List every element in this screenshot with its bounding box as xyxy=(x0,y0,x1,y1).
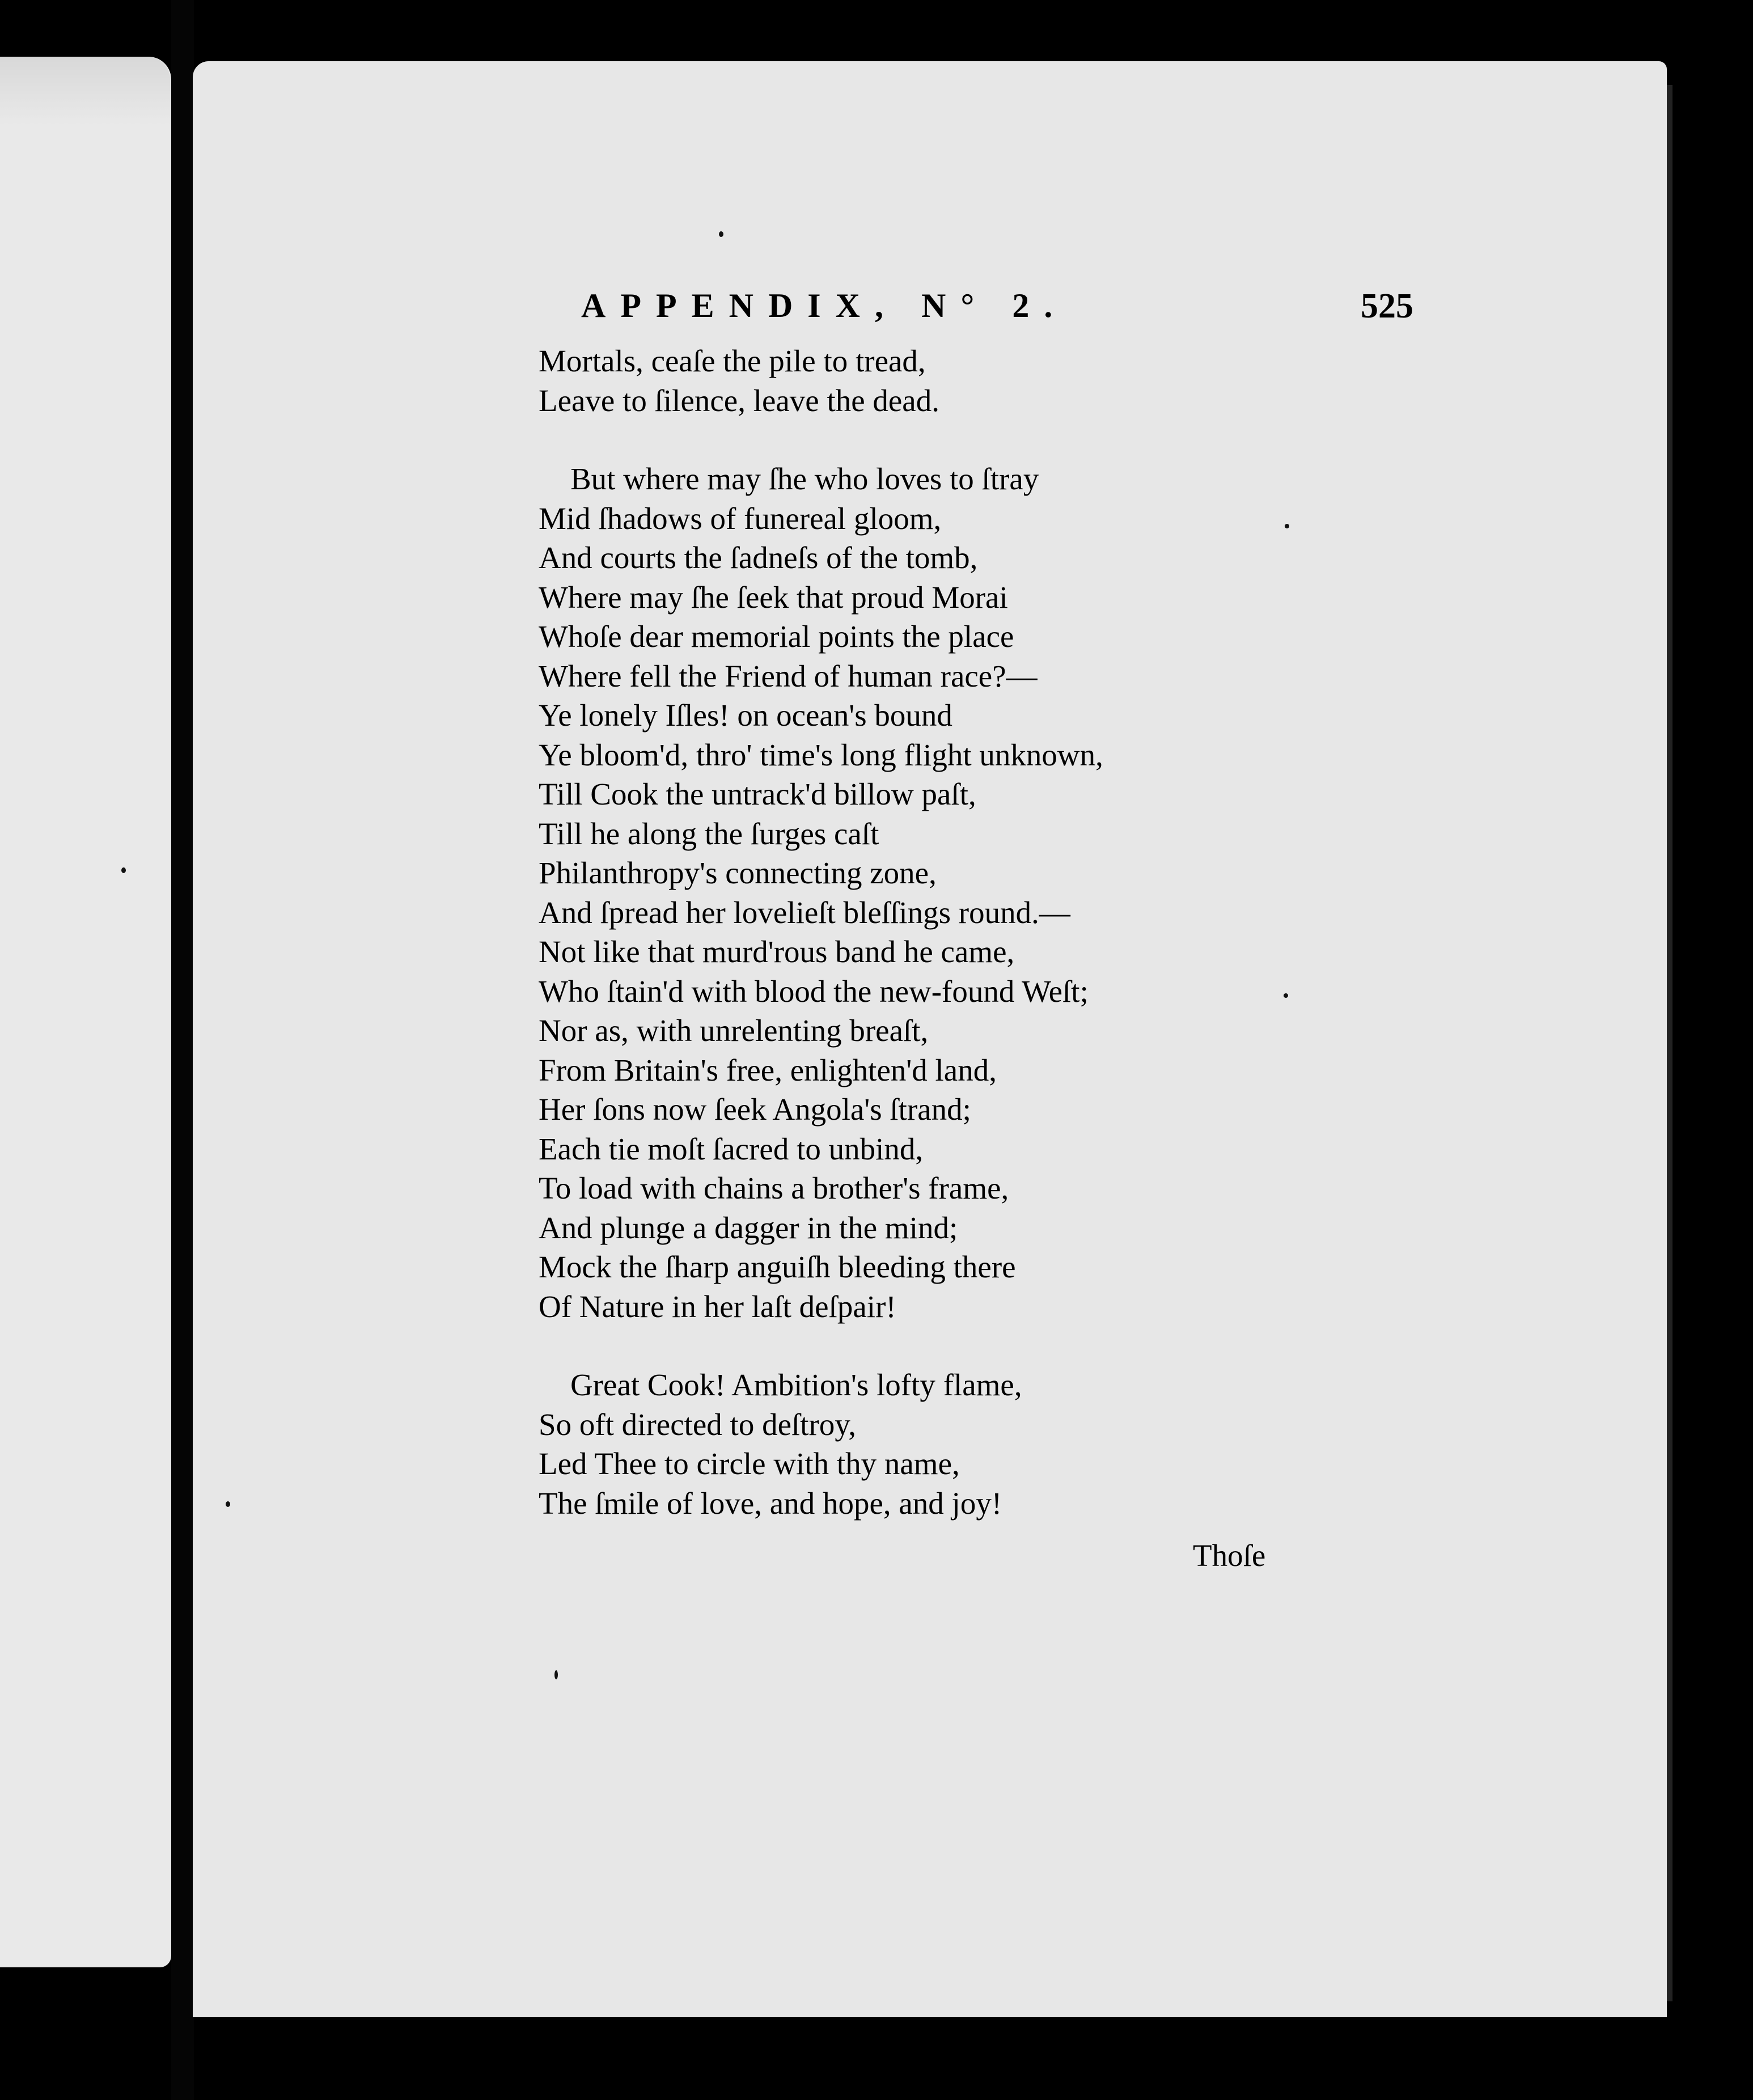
poem-text xyxy=(539,341,1276,1523)
paper-speck xyxy=(554,1670,558,1679)
paper-speck xyxy=(121,867,126,873)
stanza-first-line: Great Cook! Ambition's lofty flame, xyxy=(570,1367,1022,1402)
poem-line: And ſpread her lovelieſt bleſſings round.— xyxy=(539,895,1070,930)
poem-line: Ye lonely Iſles! on ocean's bound xyxy=(539,698,952,733)
poem-line: Led Thee to circle with thy name, xyxy=(539,1446,960,1481)
poem-line: And plunge a dagger in the mind; xyxy=(539,1210,958,1245)
book-gutter xyxy=(171,0,194,2100)
poem-line: From Britain's free, enlighten'd land, xyxy=(539,1052,997,1087)
poem-line: To load with chains a brother's frame, xyxy=(539,1171,1009,1205)
poem-line: Where may ſhe ſeek that proud Morai xyxy=(539,579,1008,615)
poem-line: Till he along the ſurges caſt xyxy=(539,816,879,851)
page-number: 525 xyxy=(1361,287,1413,325)
catchword: Thoſe xyxy=(1193,1538,1266,1573)
poem-line: Not like that murd'rous band he came, xyxy=(539,934,1015,969)
poem-line: Nor as, with unrelenting breaſt, xyxy=(539,1013,929,1048)
poem-line: Mock the ſharp anguiſh bleeding there xyxy=(539,1250,1016,1284)
poem-line: Ye bloom'd, thro' time's long flight unknown, xyxy=(539,737,1103,772)
paper-speck xyxy=(226,1501,230,1507)
poem-line: The ſmile of love, and hope, and joy! xyxy=(539,1485,1002,1521)
poem-line: Leave to ſilence, leave the dead. xyxy=(539,383,939,418)
poem-line: And courts the ſadneſs of the tomb, xyxy=(539,540,978,575)
paper-speck xyxy=(1285,524,1289,528)
poem-line: So oft directed to deſtroy, xyxy=(539,1407,857,1442)
poem-line: Till Cook the untrack'd billow paſt, xyxy=(539,777,976,811)
poem-line: Whoſe dear memorial points the place xyxy=(539,619,1014,654)
poem-line: Who ſtain'd with blood the new-found Weſt; xyxy=(539,973,1089,1009)
poem-line: Where fell the Friend of human race?— xyxy=(539,658,1038,693)
stanza-first-line: But where may ſhe who loves to ſtray xyxy=(570,462,1039,496)
poem-line: Her ſons now ſeek Angola's ſtrand; xyxy=(539,1092,971,1127)
paper-speck xyxy=(719,231,723,237)
poem-line: Each tie moſt ſacred to unbind, xyxy=(539,1131,924,1166)
paper-speck xyxy=(1284,993,1288,998)
poem-line: Mortals, ceaſe the pile to tread, xyxy=(539,344,926,378)
poem-line: Mid ſhadows of funereal gloom, xyxy=(539,501,942,536)
poem-line: Of Nature in her laſt deſpair! xyxy=(539,1289,896,1324)
poem-line: Philanthropy's connecting zone, xyxy=(539,856,937,890)
left-page-fold xyxy=(0,57,170,125)
running-title: APPENDIX, N° 2. xyxy=(581,287,1068,324)
left-page xyxy=(0,57,171,1967)
